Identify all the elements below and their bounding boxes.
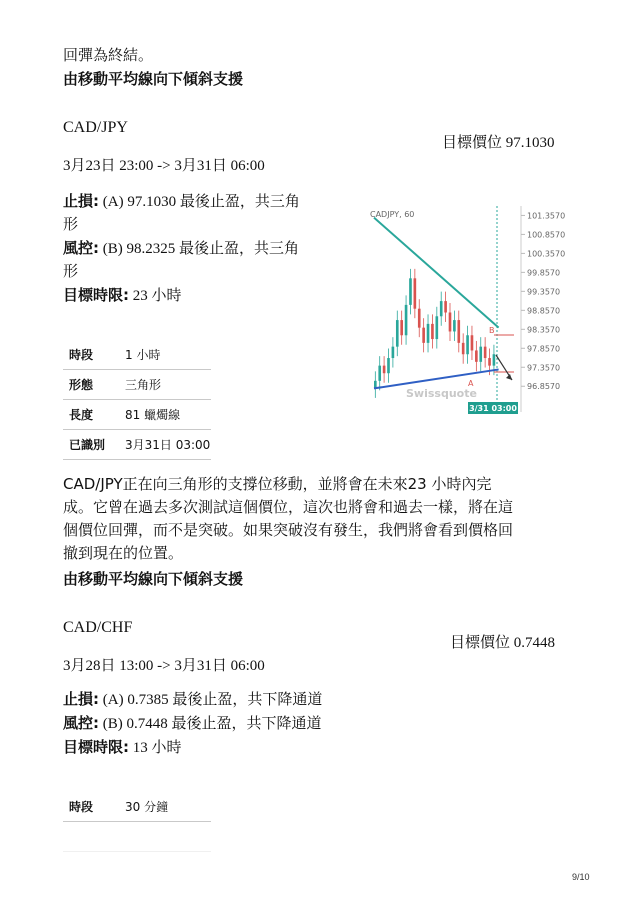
section2-dates: 3月28日 13:00 -> 3月31日 06:00 [63,658,265,674]
section1-dates: 3月23日 23:00 -> 3月31日 06:00 [63,158,265,174]
intro-text: 回彈為終結。 [63,46,154,64]
candle-body [414,278,417,308]
table-divider [63,851,211,852]
y-tick-label: 97.3570 [527,363,561,373]
candle-body [392,347,395,358]
y-tick-label: 99.8570 [527,268,561,278]
candle-body [431,324,434,339]
candle-body [383,366,386,374]
section1-symbol: CAD/JPY [63,119,128,136]
table-key: 形態 [63,370,119,400]
table-row [63,400,211,430]
candle-body [427,324,430,343]
duration-line [63,284,343,308]
paragraph-line: CAD/JPY正在向三角形的支撐位移動，並將會在未來23 小時內完 [63,475,492,493]
table-key: 長度 [63,400,119,430]
candle-body [471,335,474,350]
paragraph-line: 成。它曾在過去多次測試這個價位，這次也將會和過去一樣，將在這 [63,498,514,516]
section1-info-table [63,340,211,460]
candle-body [488,358,491,366]
chart-watermark: Swissquote [406,387,477,400]
candle-body [378,366,381,381]
candle-body [440,301,443,316]
duration-label: 目標時限: [63,286,129,304]
table-key: 已識別 [63,430,119,460]
cadjpy-chart [364,200,576,422]
marker-b: B [489,326,495,335]
y-tick-label: 99.3570 [527,287,561,297]
section1-details [63,190,343,308]
table-row [63,430,211,460]
table-value: 81 蠟燭線 [119,400,211,430]
y-tick-label: 100.8570 [527,230,566,240]
candle-body [466,335,469,354]
candle-body [396,320,399,347]
section1-subtitle: 由移動平均線向下傾斜支援 [63,70,244,88]
table-row [63,792,211,822]
paragraph-line: 撤到現在的位置。 [63,544,184,562]
candle-body [405,305,408,335]
section1-paragraph [63,473,583,565]
stop-loss-label: 止損: [63,192,99,210]
table-value: 1 小時 [119,340,211,370]
risk-label: 風控: [63,714,99,732]
duration-value: 23 小時 [132,288,182,304]
risk-value: (B) 0.7448 最後止盈，共下降通道 [102,716,322,732]
table-key: 時段 [63,340,119,370]
chart-symbol-label: CADJPY, 60 [370,210,415,219]
candle-body [387,358,390,373]
risk-line [63,237,343,261]
y-tick-label: 98.8570 [527,306,561,316]
candle-body [475,350,478,361]
y-tick-label: 100.3570 [527,249,566,259]
table-value: 30 分鐘 [119,792,211,822]
section2-target: 目標價位 0.7448 [450,635,556,651]
table-row [63,370,211,400]
table-key: 時段 [63,792,119,822]
candle-body [409,278,412,305]
candle-body [462,343,465,354]
stop-loss-value: (A) 97.1030 最後止盈，共三角 [102,194,300,210]
stop-loss-value: (A) 0.7385 最後止盈，共下降通道 [102,692,323,708]
duration-line [63,736,463,760]
duration-value: 13 小時 [132,740,182,756]
risk-value: (B) 98.2325 最後止盈，共三角 [102,241,299,257]
chart-time-label: 3/31 03:00 [469,404,517,413]
y-tick-label: 96.8570 [527,382,561,392]
candle-body [422,328,425,343]
candle-body [418,309,421,328]
y-tick-label: 101.3570 [527,211,566,221]
risk-line [63,712,463,736]
section2-info-table [63,792,211,822]
candle-body [449,312,452,331]
candle-body [484,347,487,358]
section1-target: 目標價位 97.1030 [442,135,555,151]
risk-label: 風控: [63,239,99,257]
candle-body [436,316,439,339]
section2-details [63,688,463,760]
section2-symbol: CAD/CHF [63,619,133,636]
candle-body [400,320,403,335]
duration-label: 目標時限: [63,738,129,756]
paragraph-line: 個價位回彈，而不是突破。如果突破沒有發生，我們將會看到價格回 [63,521,514,539]
section2-subtitle: 由移動平均線向下傾斜支援 [63,570,244,588]
stop-loss-label: 止損: [63,690,99,708]
candle-body [453,320,456,331]
candle-body [457,320,460,343]
candle-body [493,354,496,365]
candle-body [479,347,482,362]
table-row [63,340,211,370]
stop-loss-line [63,190,343,214]
table-value: 三角形 [119,370,211,400]
page-number: 9/10 [572,872,590,882]
table-value: 3月31日 03:00 [119,430,211,460]
y-tick-label: 97.8570 [527,344,561,354]
marker-a: A [468,379,474,388]
risk-value-cont: 形 [63,264,79,280]
y-tick-label: 98.3570 [527,325,561,335]
stop-loss-line [63,688,463,712]
stop-loss-value-cont: 形 [63,217,79,233]
candle-body [444,301,447,312]
